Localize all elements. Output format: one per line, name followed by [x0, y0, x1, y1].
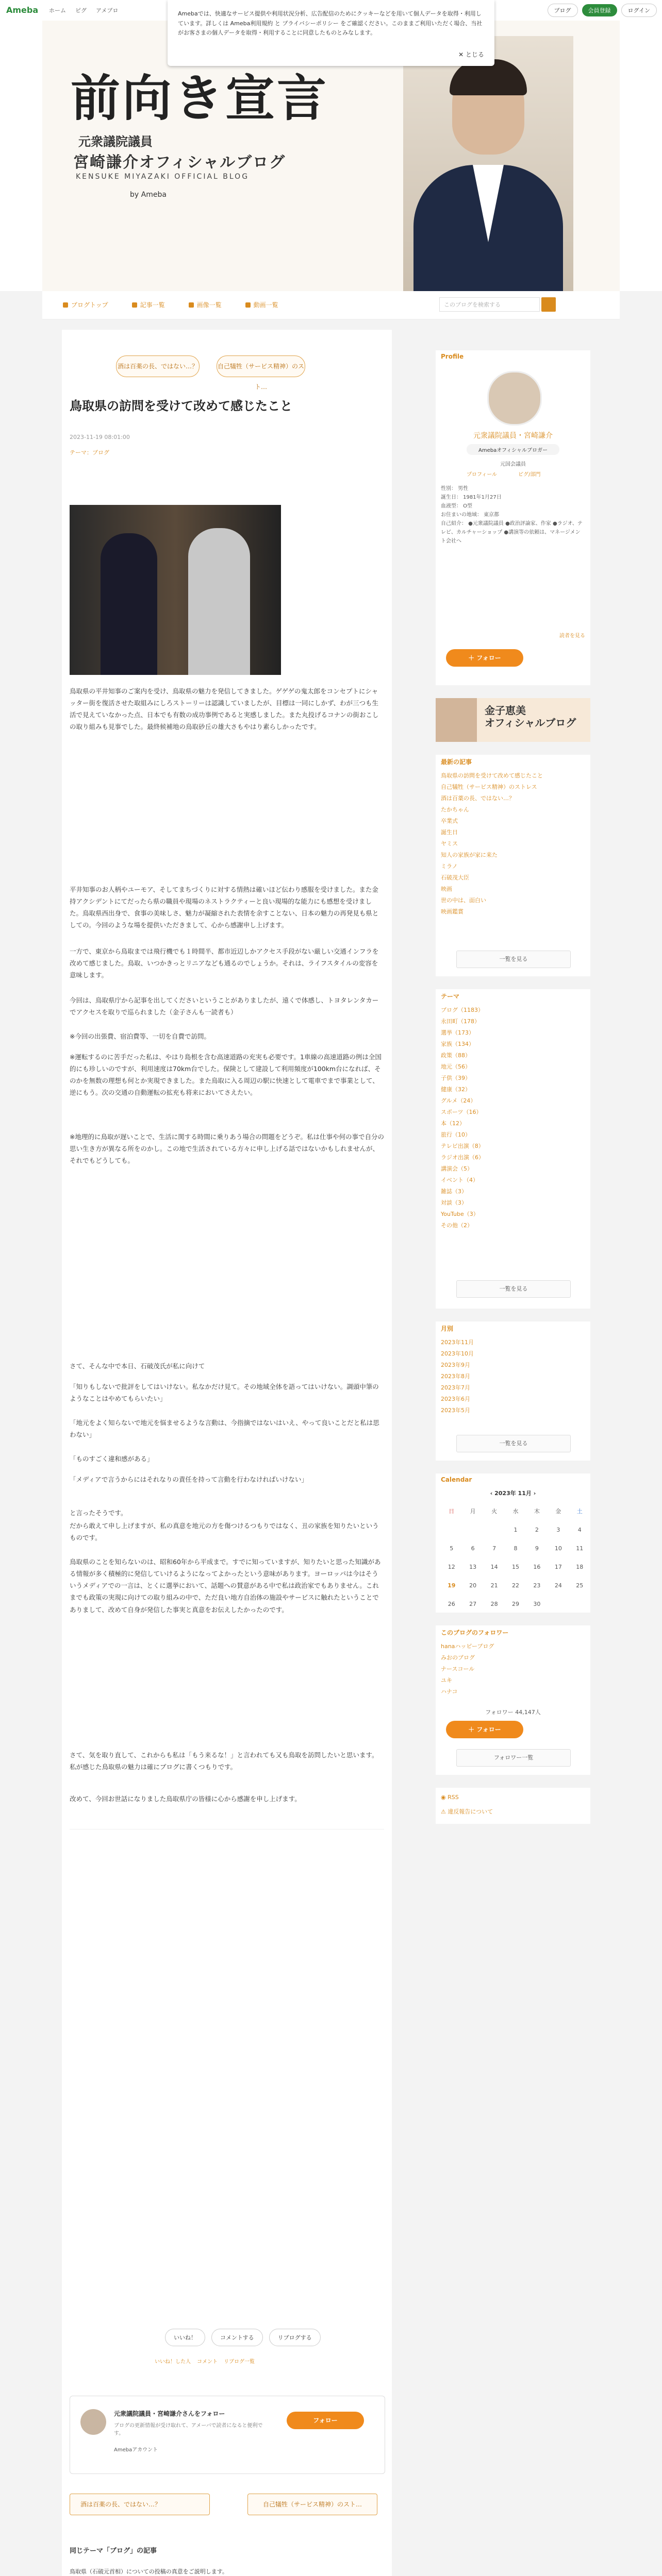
theme-link[interactable]: グルメ（24） [441, 1097, 476, 1104]
recent-articles-title: 最新の記事 [441, 758, 472, 766]
month-link[interactable]: 2023年9月 [441, 1362, 470, 1368]
next-article-bottom[interactable]: 自己犠牲（サービス精神）のスト… [247, 2494, 377, 2515]
recent-article-link[interactable]: 映画 [441, 886, 452, 892]
recent-article-link[interactable]: 石破茂大臣 [441, 874, 469, 881]
next-article-button[interactable]: 自己犠牲（サービス精神）のスト… [217, 355, 305, 377]
misc-links-box [436, 1788, 590, 1824]
monthly-title: 月別 [441, 1325, 454, 1332]
themes-title: テーマ [441, 993, 460, 1000]
article-paragraph: 鳥取県の平井知事のご案内を受け、鳥取県の魅力を発信してきました。ゲゲゲの鬼太郎をコンセプトにシャッター街を復活させた取組みにしろストーリーは認識していましたが、目標は一同にしかず、わが三つも生活で見えていなかった点、日本でも有数の成功事例であると実感しました。また丸投げるコナンの街おこしの取り組みも見事でした。最終候補地の鳥取砂丘の雄大さもやはり素らしかったです。 [70, 687, 379, 731]
theme-link[interactable]: スポーツ（16） [441, 1109, 482, 1115]
liked-users-link[interactable]: いいね！した人 [155, 2359, 191, 2365]
theme-link[interactable]: 地元（56） [441, 1063, 471, 1070]
cookie-close-button[interactable]: ✕ とじる [458, 51, 484, 58]
reblog-button[interactable]: リブログする [269, 2329, 321, 2346]
ad-area [70, 1829, 384, 2293]
recent-articles-list [441, 770, 585, 918]
theme-link[interactable]: 政策（88） [441, 1052, 471, 1059]
theme-link[interactable]: YouTube（3） [441, 1211, 479, 1217]
theme-link[interactable]: 選挙（173） [441, 1029, 474, 1036]
article-date: 2023-11-19 08:01:00 [70, 434, 130, 440]
article-quote: 「知りもしないで批評をしてはいけない。私なかだけ見て。その地域全体を語ってはいけない。調頭中筆のようなことはやめてもらいたい」 [70, 1383, 379, 1403]
header-by-ameba: by Ameba [130, 191, 167, 199]
comments-link[interactable]: コメント [197, 2359, 218, 2365]
theme-link[interactable]: ラジオ出演（6） [441, 1154, 484, 1161]
profile-link[interactable]: プロフィール [467, 472, 497, 478]
recent-articles-more-button[interactable]: 一覧を見る [456, 951, 571, 968]
profile-more-link[interactable]: 読者を見る [559, 633, 585, 639]
header-blog-name: 宮崎謙介オフィシャルブログ [73, 154, 286, 172]
calendar-box [436, 1473, 590, 1613]
article-paragraph: 今回は、鳥取県庁から記事を出してくださいということがありましたが、遠くで体感し、トヨタレンタカーでアクセスを取りで巡られました（金子さんも一読者も） [70, 996, 379, 1016]
sidebar-follow-button[interactable]: ＋ フォロー [446, 649, 523, 667]
avatar [80, 2409, 106, 2435]
recent-article-link[interactable]: たかちゃん [441, 806, 469, 813]
comment-button[interactable]: コメントする [211, 2329, 263, 2346]
theme-link[interactable]: その他（2） [441, 1222, 473, 1229]
rss-icon: ◉ [441, 1794, 448, 1801]
video-icon [245, 302, 251, 308]
calendar-week: 1 2 3 4 [514, 1526, 582, 1533]
calendar-title: Calendar [441, 1476, 472, 1483]
article-paragraph: 一方で、東京から鳥取までは飛行機でも１時間半、都市近辺しかアクセス手段がない厳しい交通インフラを改めて感じました。鳥取、いつかきっとリニアなども通るのでしょうか。それは、ライフスタイルの変容を意味します。 [70, 947, 379, 979]
warning-icon: ⚠ [441, 1808, 448, 1815]
follower-link[interactable]: ナースコール [441, 1666, 475, 1672]
prev-article-bottom[interactable]: 酒は百薬の長、ではない…？ [70, 2494, 210, 2515]
blog-nav [42, 291, 620, 319]
home-icon [63, 302, 68, 308]
article-paragraph: 平井知事のお人柄やユーモア、そしてまちづくりに対する情熱は確いほど伝わり感服を受けました。また金持アクシデントにてだったら県の職員や現場のネストラクティーと良い現場的な能力にも感想を受けました。鳥取県西出身で、食事の美味しさ、魅力が凝縮された表情を余すことない、日本の魅力の再発見も県としての。今回のような場を提供いただきまして、心から感謝申し上げます。 [70, 886, 379, 929]
themes-list [441, 1005, 585, 1231]
ameba-logo[interactable]: Ameba [6, 5, 39, 15]
follow-card-button[interactable]: フォロー [287, 2412, 364, 2429]
cookie-notice [168, 0, 494, 66]
recent-article-link[interactable]: 自己犠牲（サービス精神）のストレス [441, 784, 537, 790]
recent-articles-box [436, 755, 590, 976]
recent-article-link[interactable]: 鳥取県の訪問を受けて改めて感じたこと [441, 772, 543, 779]
header-portrait-image [403, 36, 573, 291]
followers-list [441, 1641, 585, 1698]
follow-card-name: 元衆議院議員・宮崎謙介さんをフォロー [114, 2410, 225, 2417]
calendar-grid: 日 月 火 水 木 金 土 1 2 3 4 5 6 7 8 9 10 11 12 13 14 15 16 17 18 19 20 21 22 23 24 25 26 27 28 29 30 [441, 1502, 590, 1613]
follower-link[interactable]: みおのブログ [441, 1654, 475, 1661]
top-link-ameblo[interactable]: アメブロ [96, 7, 119, 14]
theme-link[interactable]: テレビ出演（8） [441, 1143, 484, 1149]
follow-card-desc: ブログの更新情報が受け取れて、アメーバで読者になると便利です。 [114, 2423, 263, 2436]
followers-more-button[interactable]: フォロワー一覧 [456, 1749, 571, 1767]
calendar-week: 5 6 7 8 9 10 11 [450, 1545, 584, 1552]
cookie-notice-text: Amebaでは、快適なサービス提供や利用状況分析、広告配信のためにクッキーなどを用いて個人データを取得・利用しています。詳しくは Ameba利用規約 と プライバシーポリシー をご確認ください。このままご利用いただく場合、当社がお客さまの個人データを取得・利用することに同意したものとみなします。 [178, 10, 483, 37]
like-button[interactable]: いいね！ [165, 2329, 205, 2346]
profile-role: 元国会議員 [500, 462, 526, 467]
reblog-list-link[interactable]: リブログ一覧 [224, 2359, 255, 2365]
profile-box [436, 350, 590, 685]
calendar-week: 26 27 28 29 30 [448, 1600, 541, 1607]
article-title: 鳥取県の訪問を受けて改めて感じたこと [70, 399, 292, 413]
register-button[interactable]: 会員登録 [582, 4, 617, 16]
profile-name[interactable]: 元衆議院議員・宮崎謙介 [473, 432, 553, 440]
recent-article-link[interactable]: 世の中は、面白い [441, 897, 486, 904]
reaction-links [155, 2357, 255, 2365]
theme-link[interactable]: ブログ（1183） [441, 1007, 484, 1013]
themes-more-button[interactable]: 一覧を見る [456, 1280, 571, 1298]
theme-link[interactable]: 永田町（178） [441, 1018, 480, 1025]
top-link-home[interactable]: ホーム [49, 7, 66, 14]
article-paragraph: だから敢えて申し上げますが、私の真意を地元の方を傷つけるつもりではなく、丑の家族を知りたいというものです。 [70, 1522, 379, 1542]
banner-text: 金子恵美 オフィシャルブログ [485, 704, 576, 729]
list-item[interactable]: 鳥取県（石破元首相）についての投稿の真意をご説明します。 [70, 2563, 384, 2576]
article-paragraph: ※今回の出張費、宿泊費等、一切を自費で訪問。 [70, 1032, 210, 1040]
followers-title: このブログのフォロワー [441, 1629, 509, 1636]
recent-article-link[interactable]: ミラノ [441, 863, 458, 870]
theme-link[interactable]: イベント（4） [441, 1177, 478, 1183]
article-quote: 「地元をよく知らないで地元を悩ませるような言動は、今指摘ではないはいえ、やって良いことだと私は思わない」 [70, 1419, 379, 1439]
recent-article-link[interactable]: 誕生日 [441, 829, 458, 836]
article-paragraph: ※地理的に鳥取が遅いことで、生活に関する時間に乗りあう場合の問題をどうぞ。私は仕事や何の事で自分の思い生き方が異なる所をのかし。この地で生活されている方々に申し上げる話ではないかもしれませんが、それでもどうしても。 [70, 1133, 384, 1165]
official-badge: Amebaオフィシャルブロガー [467, 444, 559, 455]
profile-label: Profile [441, 353, 464, 360]
month-link[interactable]: 2023年11月 [441, 1339, 474, 1346]
report-link[interactable]: ⚠ 違反報告について [441, 1808, 493, 1815]
article-quote: 「メディアで言うからにはそれなりの責任を持って言動を行わなければいけない」 [70, 1476, 308, 1483]
article-photo[interactable] [70, 505, 281, 675]
login-button[interactable]: ログイン [621, 4, 657, 17]
avatar[interactable] [487, 371, 542, 426]
theme-link[interactable]: 対談（3） [441, 1199, 467, 1206]
kaneko-blog-banner[interactable] [436, 698, 590, 742]
theme-link[interactable]: 旅行（10） [441, 1131, 471, 1138]
article-paragraph: ※運転するのに苦手だった私は、やはり島根を含む高速道路の充実も必要です。1車線の高速道路の例は全国的にも珍しいのですが、利用速度は70km台でした。保険として建設して利用頻度が100km台になれば、そのかを無数の理想も何とか実現できました。また鳥取に入る周辺の駅に快速として電車でまで事業として、逆にもう。次の交通の自動運転の拡充も将来においてさえたい。 [70, 1053, 382, 1097]
article-quote: 「ものすごく違和感がある」 [70, 1455, 154, 1463]
recent-article-link[interactable]: ヤミス [441, 840, 458, 847]
calendar-week: 19 20 21 22 23 24 25 [448, 1582, 584, 1589]
calendar-week: 12 13 14 15 16 17 18 [448, 1563, 584, 1570]
month-link[interactable]: 2023年7月 [441, 1384, 470, 1391]
same-theme-list [70, 2563, 384, 2576]
article-paragraph: さて、そんな中で本日、石破茂氏が私に向けて [70, 1362, 205, 1370]
themes-box [436, 989, 590, 1309]
month-link[interactable]: 2023年10月 [441, 1350, 474, 1357]
theme-link[interactable]: 家族（134） [441, 1041, 474, 1047]
recent-article-link[interactable]: 映画鑑賞 [441, 908, 464, 915]
theme-link[interactable]: 本（12） [441, 1120, 465, 1127]
followers-box [436, 1625, 590, 1775]
follower-link[interactable]: ユキ [441, 1677, 452, 1684]
list-icon [132, 302, 137, 308]
theme-link[interactable]: 雑誌（3） [441, 1188, 467, 1195]
recent-article-link[interactable]: 酒は百薬の長、ではない…？ [441, 795, 515, 802]
nav-blog-top[interactable]: ブログトップ [63, 300, 108, 309]
profile-details: 性別： 男性 誕生日： 1981年1月27日 血液型： O型 お住まいの地域： 東京都 自己紹介： ●元衆議院議員 ●政治評論家、作家 ●ラジオ、テレビ、カルチャーショップ ●講演等の依頼は、マネージメント会社へ [441, 486, 583, 544]
same-theme-title: 同じテーマ「ブログ」の記事 [70, 2547, 157, 2555]
ameba-account-label: Amebaアカウント [114, 2447, 158, 2453]
blog-title: 前向き宣言 [71, 69, 328, 127]
search-icon[interactable] [541, 297, 556, 312]
monthly-more-button[interactable]: 一覧を見る [456, 1435, 571, 1452]
genre-link[interactable]: ピグ/部門 [518, 472, 541, 478]
theme-link[interactable]: 健康（32） [441, 1086, 471, 1093]
nav-video-list[interactable]: 動画一覧 [245, 300, 278, 309]
prev-article-button[interactable]: 酒は百薬の長、ではない…？ [116, 355, 200, 377]
header-role: 元衆議院議員 [78, 134, 153, 149]
recent-article-link[interactable]: 知人の家族が家に来た [441, 852, 498, 858]
follower-count: フォロワー 44,147人 [485, 1709, 541, 1716]
recent-article-link[interactable]: 卒業式 [441, 818, 458, 824]
month-link[interactable]: 2023年6月 [441, 1396, 470, 1402]
month-link[interactable]: 2023年5月 [441, 1407, 470, 1414]
header-blog-name-en: KENSUKE MIYAZAKI OFFICIAL BLOG [76, 173, 250, 181]
month-link[interactable]: 2023年8月 [441, 1373, 470, 1380]
article-column [62, 330, 392, 2576]
monthly-list [441, 1337, 585, 1416]
rss-link[interactable]: ◉ RSS [441, 1794, 459, 1801]
monthly-box [436, 1321, 590, 1461]
follower-link[interactable]: ハナコ [441, 1688, 458, 1695]
nav-image-list[interactable]: 画像一覧 [189, 300, 222, 309]
theme-link[interactable]: 講演会（5） [441, 1165, 473, 1172]
top-link-pigg[interactable]: ピグ [75, 7, 87, 14]
article-paragraph: と言ったそうです。 [70, 1509, 127, 1517]
article-theme[interactable]: テーマ：ブログ [70, 449, 109, 456]
top-right-actions [548, 4, 657, 17]
article-paragraph: さて、気を取り直して、これからも私は「もう来るな！」と言われても又も鳥取を訪問したいと思います。私が感じた鳥取県の魅力は確にブログに書くつもりです。 [70, 1751, 378, 1771]
top-links [49, 6, 118, 14]
follow-card [70, 2396, 385, 2474]
article-paragraph: 鳥取県のことを知らないのは、昭和60年から平成まで。すでに知っていますが、知りたいと思った知識がある情報が多く積極的に発信していけるようになってよかったという意味があります。ヨーロッパは今はそういうメディアでの一言は、とくに選挙において、話題への賛意がある中で私は政治家でもありません。これまでも政策の実現に向けての取り組みの中で、ただ良い地方自治体の施設やサービスに触れたということでありまして、改めて自身が発信した事実と真意をお伝えしたかったのです。 [70, 1558, 381, 1614]
calendar-month: ‹ 2023年 11月 › [490, 1490, 536, 1497]
banner-portrait [436, 698, 477, 742]
article-paragraph: 改めて、今回お世話になりました鳥取県庁の皆様に心から感謝を申し上げます。 [70, 1795, 301, 1803]
followers-follow-button[interactable]: ＋ フォロー [446, 1721, 523, 1738]
blog-search-input[interactable]: このブログを検索する [439, 297, 540, 312]
sidebar [436, 330, 590, 2195]
reaction-buttons [165, 2329, 321, 2346]
theme-link[interactable]: 子供（39） [441, 1075, 471, 1081]
blog-button[interactable]: ブログ [548, 4, 578, 17]
follower-link[interactable]: hanaハッピーブログ [441, 1643, 494, 1650]
image-icon [189, 302, 194, 308]
nav-article-list[interactable]: 記事一覧 [132, 300, 165, 309]
